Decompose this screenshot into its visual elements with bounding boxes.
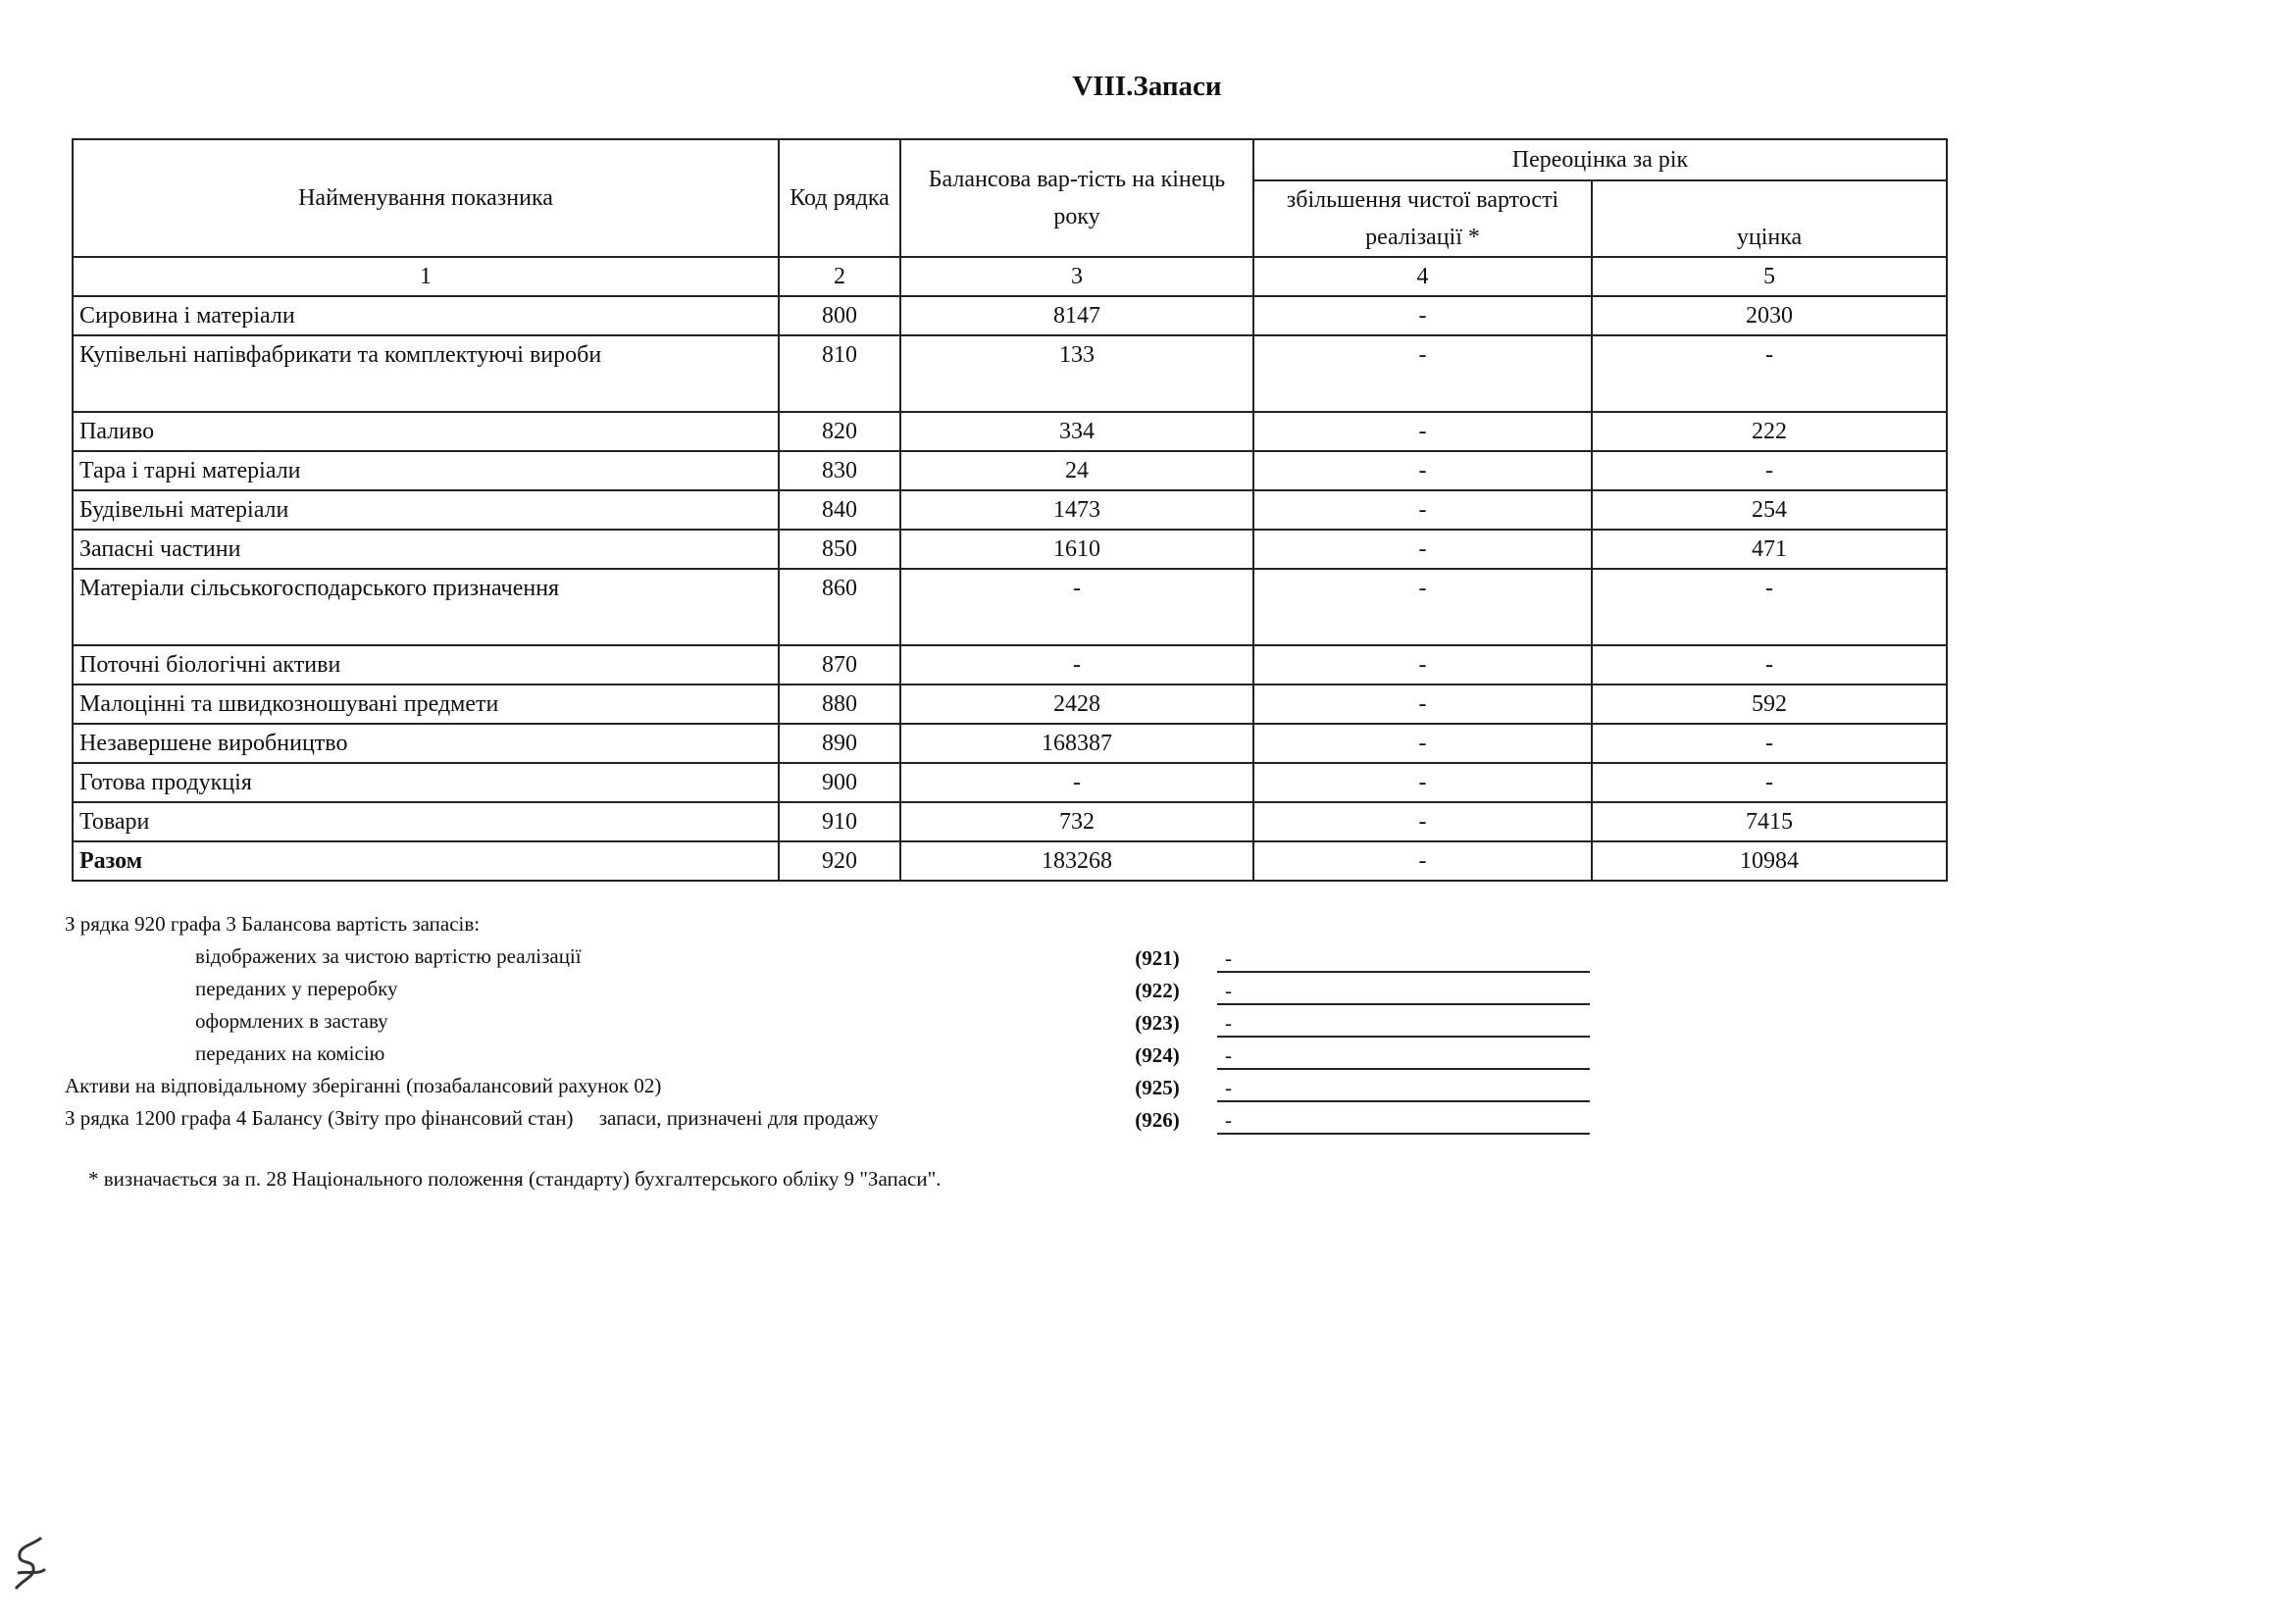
table-row (73, 569, 1947, 645)
header-balance: Балансова вар-тість на кінець року (900, 139, 1253, 257)
row-code: 870 (779, 645, 900, 685)
row-balance: - (900, 763, 1253, 802)
table-row (73, 490, 1947, 530)
column-number: 1 (73, 257, 779, 296)
row-markdown: 7415 (1592, 802, 1947, 841)
footer-line-code: (922) (1135, 979, 1180, 1002)
row-increase: - (1253, 645, 1592, 685)
row-markdown: - (1592, 724, 1947, 763)
table-row (73, 335, 1947, 412)
row-code: 890 (779, 724, 900, 763)
footer-line-code: (921) (1135, 946, 1180, 970)
header-revaluation: Переоцінка за рік (1253, 139, 1947, 180)
header-name: Найменування показника (73, 139, 779, 257)
footer-line-value: - (1217, 1076, 1590, 1102)
row-markdown: 2030 (1592, 296, 1947, 335)
footer-line-label: відображених за чистою вартістю реалізації (195, 944, 582, 968)
row-increase: - (1253, 841, 1592, 881)
footer-line (65, 1040, 1634, 1072)
header-row (73, 139, 1947, 180)
footer-line (65, 942, 1634, 975)
table-row (73, 685, 1947, 724)
total-row (73, 841, 1947, 881)
row-code: 830 (779, 451, 900, 490)
footer-line-code: (923) (1135, 1011, 1180, 1035)
row-balance: 24 (900, 451, 1253, 490)
footnote: * визначається за п. 28 Національного положення (стандарту) бухгалтерського обліку 9 "Запаси". (88, 1167, 942, 1191)
row-name: Готова продукція (73, 763, 779, 802)
table-row (73, 802, 1947, 841)
row-increase: - (1253, 763, 1592, 802)
handwritten-signature (6, 1530, 55, 1599)
footer-line (65, 1104, 1634, 1137)
footer-line-value: - (1217, 946, 1590, 973)
row-name: Запасні частини (73, 530, 779, 569)
row-balance: 1473 (900, 490, 1253, 530)
row-code: 850 (779, 530, 900, 569)
footer-line-value: - (1217, 1043, 1590, 1070)
row-name: Товари (73, 802, 779, 841)
footer-line-label: З рядка 1200 графа 4 Балансу (Звіту про фінансовий стан) запаси, призначені для продажу (65, 1106, 879, 1130)
row-code: 920 (779, 841, 900, 881)
row-name: Паливо (73, 412, 779, 451)
footer-line (65, 1007, 1634, 1040)
row-code: 840 (779, 490, 900, 530)
row-increase: - (1253, 296, 1592, 335)
footer-line-value: - (1217, 1108, 1590, 1135)
column-number-row (73, 257, 1947, 296)
footer-intro: З рядка 920 графа 3 Балансова вартість запасів: (65, 912, 481, 936)
row-increase: - (1253, 451, 1592, 490)
row-balance: 133 (900, 335, 1253, 412)
footer-line-label: оформлених в заставу (195, 1009, 388, 1033)
row-code: 810 (779, 335, 900, 412)
table-row (73, 724, 1947, 763)
footer-line-value: - (1217, 979, 1590, 1005)
row-markdown: 254 (1592, 490, 1947, 530)
row-increase: - (1253, 490, 1592, 530)
column-number: 3 (900, 257, 1253, 296)
row-code: 860 (779, 569, 900, 645)
column-number: 2 (779, 257, 900, 296)
footer-line (65, 1072, 1634, 1104)
row-increase: - (1253, 685, 1592, 724)
footer-line-label: Активи на відповідальному зберіганні (позабалансовий рахунок 02) (65, 1074, 662, 1097)
table-row (73, 412, 1947, 451)
footer-line-label: переданих у переробку (195, 977, 398, 1000)
row-increase: - (1253, 802, 1592, 841)
footer-line-label: переданих на комісію (195, 1041, 385, 1065)
row-balance: 168387 (900, 724, 1253, 763)
row-markdown: - (1592, 451, 1947, 490)
table-row (73, 763, 1947, 802)
row-balance: 8147 (900, 296, 1253, 335)
column-number: 4 (1253, 257, 1592, 296)
row-name: Малоцінні та швидкозношувані предмети (73, 685, 779, 724)
row-name: Купівельні напівфабрикати та комплектуючі вироби (73, 335, 779, 412)
row-balance: 183268 (900, 841, 1253, 881)
footer-line-code: (924) (1135, 1043, 1180, 1067)
row-markdown: 592 (1592, 685, 1947, 724)
row-markdown: 471 (1592, 530, 1947, 569)
row-name: Тара і тарні матеріали (73, 451, 779, 490)
row-increase: - (1253, 724, 1592, 763)
column-number: 5 (1592, 257, 1947, 296)
row-code: 900 (779, 763, 900, 802)
footer-line-code: (926) (1135, 1108, 1180, 1132)
row-balance: 732 (900, 802, 1253, 841)
header-increase: збільшення чистої вартості реалізації * (1253, 180, 1592, 257)
row-markdown: - (1592, 569, 1947, 645)
footer-line (65, 975, 1634, 1007)
page-title: VIII.Запаси (1072, 71, 1222, 102)
row-code: 910 (779, 802, 900, 841)
row-code: 800 (779, 296, 900, 335)
row-markdown: - (1592, 763, 1947, 802)
table-row (73, 451, 1947, 490)
row-name: Разом (73, 841, 779, 881)
row-markdown: 10984 (1592, 841, 1947, 881)
inventory-table (72, 138, 1948, 882)
row-increase: - (1253, 412, 1592, 451)
row-name: Незавершене виробництво (73, 724, 779, 763)
row-markdown: - (1592, 645, 1947, 685)
row-balance: 2428 (900, 685, 1253, 724)
row-increase: - (1253, 335, 1592, 412)
footer-line-value: - (1217, 1011, 1590, 1038)
row-name: Будівельні матеріали (73, 490, 779, 530)
row-name: Поточні біологічні активи (73, 645, 779, 685)
row-markdown: 222 (1592, 412, 1947, 451)
footer-section (65, 910, 1634, 1137)
row-balance: - (900, 645, 1253, 685)
header-code: Код рядка (779, 139, 900, 257)
header-markdown: уцінка (1592, 180, 1947, 257)
row-name: Матеріали сільськогосподарського призначення (73, 569, 779, 645)
row-increase: - (1253, 569, 1592, 645)
row-code: 880 (779, 685, 900, 724)
row-code: 820 (779, 412, 900, 451)
table-row (73, 296, 1947, 335)
table-row (73, 530, 1947, 569)
footer-intro-row (65, 910, 1634, 942)
table-row (73, 645, 1947, 685)
row-balance: 334 (900, 412, 1253, 451)
row-balance: 1610 (900, 530, 1253, 569)
row-name: Сировина і матеріали (73, 296, 779, 335)
row-increase: - (1253, 530, 1592, 569)
footer-line-code: (925) (1135, 1076, 1180, 1099)
row-markdown: - (1592, 335, 1947, 412)
row-balance: - (900, 569, 1253, 645)
